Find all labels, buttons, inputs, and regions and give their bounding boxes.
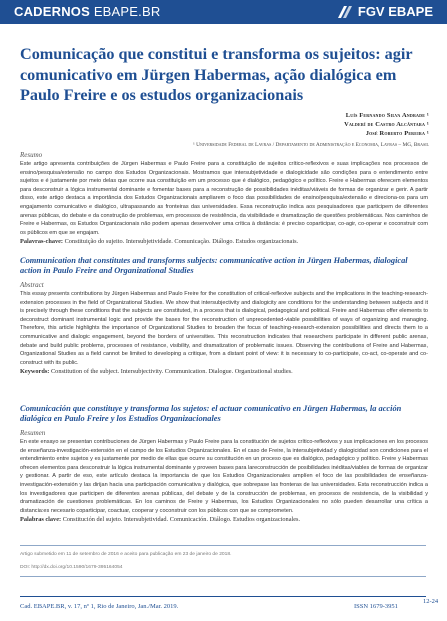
article-title: Comunicação que constitui e transforma os sujeitos: agir comunicativo em Jürgen Habermas, ação dialógica em Paulo Freire e os estudos organizacionais	[20, 45, 413, 104]
journal-name-bold: CADERNOS	[14, 4, 90, 19]
submission-note: Artigo submetido em 11 de setembro de 2016 e aceito para publicação em 23 de janeiro de 2018.	[20, 552, 232, 557]
doi-line	[20, 565, 123, 570]
english-title: Communication that constitutes and transforms subjects: communicative action in Jürgen Habermas, dialogical action in Paulo Freire and Organizational Studies	[20, 256, 408, 275]
resumen-section	[20, 429, 428, 524]
resumen-text: En este ensayo se presentan contribuciones de Jürgen Habermas y Paulo Freire para la constitución de sujetos crítico-reflexivos y sus implicaciones en los procesos de enseñanza-investigación-extensión en el campo de los Estudios Organizacionales. En el caso de Freire, la intersubjetividad y dialogicidad son condiciones para el entendimiento entre sujetos y es justamente por medio de ellas que ocurre su constitución en un proceso que es dialógico, pedagógico y político. Freire y Habermas ofrecen elementos para desconstruir la lógica instrumental dominante y proveen bases para lareconstrucción de posibilidades inéditas/viables de formas de organizar y gestionar. A partir de eso, este artículo destaca la importancia de que los Estudios Organizacionales amplíen el foco de las posibilidades de enseñanza-investigación-extensión y las dirijan hacia una participación comunicativa y dialógica, que sobrepase las fronteras de las universidades. Esta reconstrucción indica a los investigadores que participen de diferentes arenas públicas, del debate y de la construcción de problemas, en procesos de resistencia, de la visibilidad y dramatización de cuestiones problemáticas. En los caminos de Freire y Habermas, los Estudios Organizacionales no sólo pueden desarrollar una crítica a distancia:es necesario coparticipar, coactuar, cooperar y coconstruir con los públicos con que se comprometen.	[20, 439, 428, 514]
abstract-section	[20, 281, 428, 376]
journal-header-bar	[0, 0, 447, 24]
institution-name: FGV EBAPE	[357, 4, 433, 19]
author-name: Luís Fernando Silva Andrade ¹	[345, 112, 429, 119]
institution-logo	[338, 4, 433, 19]
resumen-heading: Resumen	[20, 429, 46, 437]
footer-pages: 12-24	[423, 598, 439, 605]
journal-logo	[14, 4, 160, 19]
resumo-keywords	[20, 238, 428, 246]
author-name: José Roberto Pereira ¹	[365, 130, 429, 137]
author-name: Valderí de Castro Alcântara ¹	[344, 121, 429, 128]
resumen-keywords	[20, 516, 428, 524]
journal-name-rest: EBAPE.BR	[93, 4, 161, 19]
footer-issn: ISSN 1679-3951	[354, 603, 398, 610]
doi-link[interactable]: http://dx.doi.org/10.1590/1679-395164054	[31, 565, 123, 570]
meta-divider	[20, 545, 426, 546]
resumo-section	[20, 151, 428, 246]
keywords-text: Constitution of the subject. Intersubjectivity. Communication. Dialogue. Organizational studies.	[50, 368, 293, 376]
doi-label: DOI:	[20, 565, 31, 570]
author-list	[344, 111, 429, 138]
keywords-text: Constitución del sujeto. Intersubjetividad. Comunicación. Diálogo. Estudios organizacionales.	[62, 516, 301, 524]
fgv-logo-icon	[338, 6, 354, 18]
abstract-heading: Abstract	[20, 281, 44, 289]
keywords-text: Constituição do sujeito. Intersubjetividade. Comunicação. Diálogo. Estudos organizacionais.	[64, 238, 299, 246]
meta-divider	[20, 576, 426, 577]
spanish-title: Comunicación que constituye y transforma los sujetos: el actuar comunicativo en Jürgen Habermas, la acción dialógica en Paulo Freire y los Estudios Organizacionales	[20, 404, 402, 423]
abstract-keywords	[20, 368, 428, 376]
keywords-label: Keywords:	[20, 368, 50, 376]
resumo-text: Este artigo apresenta contribuições de Jürgen Habermas e Paulo Freire para a constituição de sujeitos crítico-reflexivos e suas implicações nos processos de ensino/pesquisa/extensão no campo dos Estudos Organizacionais. Mostramos que intersubjetividade e dialogicidade são condições para o entendimento entre sujeitos e é justamente por meio delas que ocorre sua constituição em um processo que é dialógico, pedagógico e político. Freire e Habermas oferecem elementos para desconstruir a lógica instrumental dominante e fomentar bases para a reconstrução de possibilidades inéditas/viáveis de formas de organizar e gerir. A partir disso, este artigo destaca a importância dos Estudos Organizacionais ampliarem o foco das possibilidades de ensino/pesquisa/extensão e direciona-os para um engajamento comunicativo e dialógico, ultrapassando as fronteiras das universidades. Essa reconstrução indica aos pesquisadores que participem de diferentes arenas públicas, do debate e da construção de problemas, em processos de resistência, da visibilidade e dramatização de questões problemáticas. Nos caminhos de Freire e Habermas, os Estudos Organizacionais não podem apenas desenvolver uma crítica à distância: é preciso coparticipar, co-agir, co-operar e coconstruir com os públicos em que se engajam.	[20, 161, 428, 236]
resumo-heading: Resumo	[20, 151, 43, 159]
author-affiliation: ¹ Universidade Federal de Lavras / Departamento de Administração e Economia, Lavras – MG, Brasil	[193, 142, 429, 148]
keywords-label: Palabras clave:	[20, 516, 62, 524]
keywords-label: Palavras-chave:	[20, 238, 64, 246]
abstract-text: This essay presents contributions by Jürgen Habermas and Paulo Freire for the constitution of critical-reflexive subjects and the implications in the teaching-research-extension processes in the field of Organizational Studies. We show that intersubjectivity and dialogicity are conditions for the understanding between subjects and it is precisely through these conditions that the subjects are constituted, in a process that is dialogical, pedagogical and political. Freire and Habermas offer elements to deconstruct dominant instrumental logic and provide the bases for the reconstruction of unprecedented-viable possibilities of ways of organizing and managing. Therefore, this article highlights the importance of Organizational Studies to broaden the focus of teaching-research-extension possibilities and directs them to a communicative and dialogic engagement, beyond the borders of universities. This reconstruction indicates that researchers participate in different public arenas, debate and build public problems, processes of resistance, visibility, and dramatization of problematic issues. Observing the contributions of Freire and Habermas, Organizational Studies as a field cannot be limited to developing a critique, from a distant point of view: it is necessary to co-participate, co-act, co-operate and co-construct with its public.	[20, 291, 428, 366]
footer-divider	[20, 596, 426, 597]
footer-citation: Cad. EBAPE.BR, v. 17, nº 1, Rio de Janeiro, Jan./Mar. 2019.	[20, 603, 179, 610]
